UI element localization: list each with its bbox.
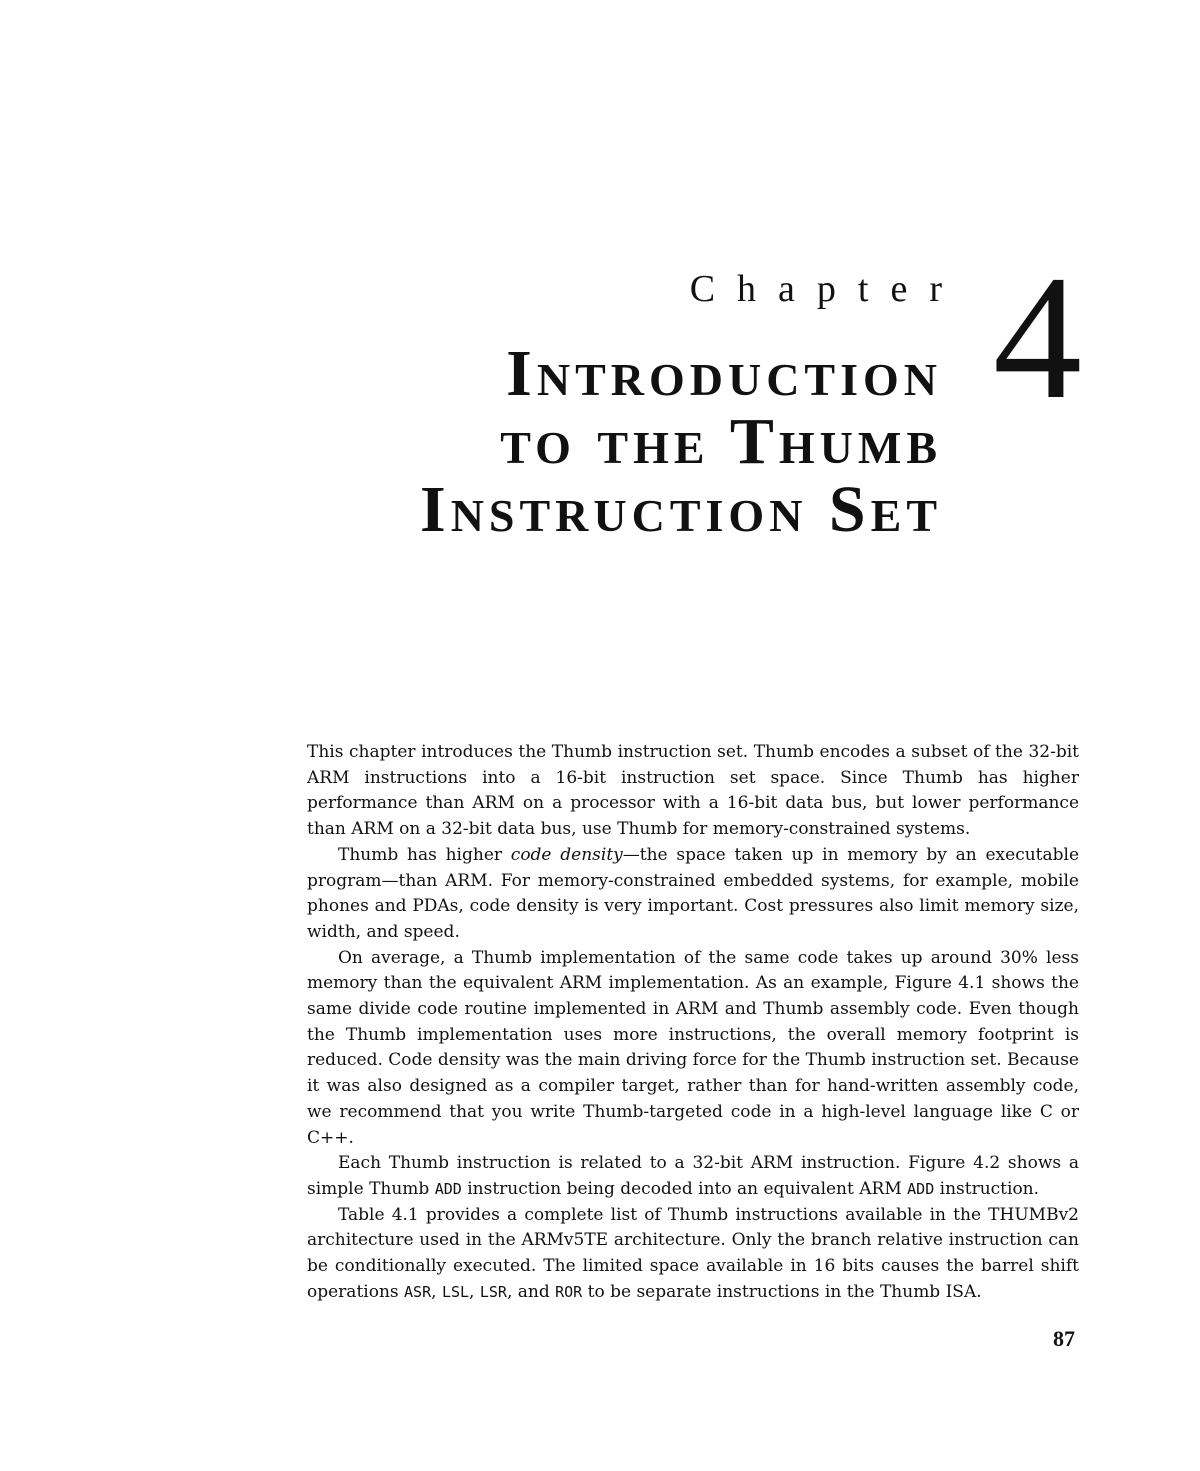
chapter-label: Chapter (689, 268, 964, 310)
paragraph-4-text-c: instruction. (934, 1178, 1040, 1199)
chapter-title-line-2: to the Thumb (500, 405, 942, 478)
paragraph-2 (307, 843, 1079, 946)
code-add-arm: ADD (907, 1179, 935, 1198)
code-lsl: LSL (441, 1282, 470, 1301)
paragraph-5-text-b: to be separate instructions in the Thumb ISA. (582, 1281, 982, 1302)
separator-1: , (431, 1281, 442, 1302)
code-lsr: LSR (479, 1282, 507, 1301)
chapter-title-line-3: Instruction Set (420, 473, 942, 546)
chapter-title-line-1: Introduction (506, 337, 942, 410)
paragraph-5-text-a: Table 4.1 provides a complete list of Thumb instructions available in the THUMBv2 architecture used in the ARMv5TE architecture. Only the branch relative instruction can be conditionally executed. The limited space available in 16 bits causes the barrel shift operations (307, 1204, 1079, 1302)
code-ror: ROR (555, 1282, 583, 1301)
separator-2: , (469, 1281, 480, 1302)
paragraph-2-text-a: Thumb has higher (338, 844, 511, 865)
separator-3: , and (506, 1281, 556, 1302)
code-asr: ASR (404, 1282, 432, 1301)
paragraph-4-text-a: Each Thumb instruction is related to a 32-bit ARM instruction. Figure 4.2 shows a simple Thumb (307, 1153, 1079, 1199)
chapter-number: 4 (993, 238, 1082, 436)
paragraph-4-text-b: instruction being decoded into an equivalent ARM (461, 1178, 908, 1199)
paragraph-3: On average, a Thumb implementation of the same code takes up around 30% less memory than the equivalent ARM implementation. As an example, Figure 4.1 shows the same divide code routine implemented in ARM and Thumb assembly code. Even though the Thumb implementation uses more instructions, the overall memory footprint is reduced. Code density was the main driving force for the Thumb instruction set. Because it was also designed as a compiler target, rather than for hand-written assembly code, we recommend that you write Thumb-targeted code in a high-level language like C or C++. (307, 947, 1079, 1148)
chapter-title (182, 337, 942, 546)
paragraph-1: This chapter introduces the Thumb instruction set. Thumb encodes a subset of the 32-bit ARM instructions into a 16-bit instruction set space. Since Thumb has higher performance than ARM on a processor with a 16-bit data bus, but lower performance than ARM on a 32-bit data bus, use Thumb for memory-constrained systems. (307, 742, 1079, 840)
code-add-thumb: ADD (434, 1179, 462, 1198)
paragraph-4 (307, 1151, 1079, 1202)
paragraph-2-text-b: —the space taken up in memory by an executable program—than ARM. For memory-constrained embedded systems, for example, mobile phones and PDAs, code density is very important. Cost pressures also limit memory size, width, and speed. (307, 844, 1080, 942)
chapter-intro-text (307, 740, 1079, 1305)
page-number: 87 (1053, 1326, 1075, 1351)
code-density-term: code density (510, 844, 623, 865)
paragraph-5 (307, 1203, 1079, 1306)
